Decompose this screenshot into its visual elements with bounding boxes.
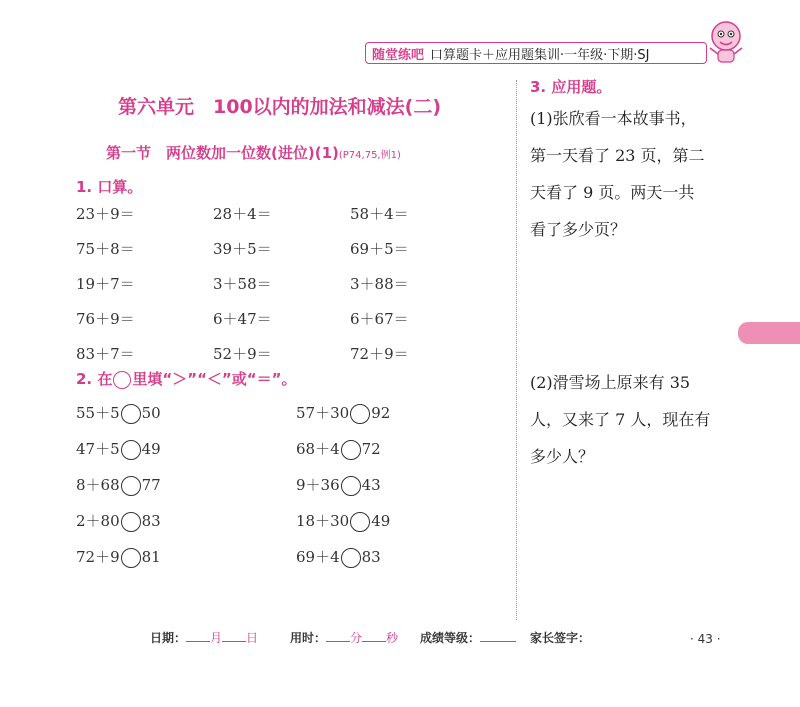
page-number: · 43 · [690,632,721,646]
q3-problem-2 [530,364,740,475]
q2-heading [76,368,297,389]
second-unit: 秒 [386,631,399,645]
q3-problem-1 [530,100,740,248]
mascot-icon [705,18,747,68]
answer-circle[interactable] [121,548,141,568]
q2-item: 9＋36 43 [296,476,381,494]
q2-item: 47＋5 49 [76,440,161,458]
q2-item: 55＋5 50 [76,404,161,422]
sign-label: 家长签字： [530,631,591,645]
side-tab [738,322,800,344]
column-divider [516,80,517,620]
q1-item: 6＋67＝ [350,310,409,328]
q1-item: 3＋88＝ [350,275,409,293]
q2-item: 8＋68 77 [76,476,161,494]
q2-item: 72＋9 81 [76,548,161,566]
minute-unit: 分 [350,631,363,645]
q1-item: 52＋9＝ [213,345,272,363]
footer-sign [530,629,590,646]
brand-label: 随堂练吧 [372,47,425,63]
footer-grade [420,629,516,646]
day-blank[interactable] [222,641,246,642]
q1-heading: 1. 口算。 [76,178,143,196]
second-blank[interactable] [362,641,386,642]
q2-item: 2＋80 83 [76,512,161,530]
answer-circle[interactable] [341,476,361,496]
answer-circle[interactable] [350,404,370,424]
grade-blank[interactable] [480,641,516,642]
answer-circle[interactable] [341,548,361,568]
q3-p1-line: 天看了 9 页。两天一共 [530,183,695,202]
q3-p2-line: (2)滑雪场上原来有 35 [530,373,691,392]
q1-item: 83＋7＝ [76,345,135,363]
q2-item: 69＋4 83 [296,548,381,566]
answer-circle[interactable] [121,476,141,496]
q3-p1-line: 看了多少页？ [530,220,627,239]
q1-grid [76,203,496,364]
month-blank[interactable] [186,641,210,642]
q2-item: 68＋4 72 [296,440,381,458]
grade-label: 成绩等级： [420,631,481,645]
section-title [106,142,401,163]
q2-heading-post: 里填“＞”“＜”或“＝”。 [132,370,297,388]
unit-title: 第六单元 100以内的加法和减法(二) [118,96,442,118]
series-label: 口算题卡＋应用题集训·一年级·下期·SJ [430,47,650,63]
day-unit: 日 [246,631,259,645]
circle-blank-icon [113,371,131,389]
footer-date [150,629,258,646]
series-header [365,42,707,64]
date-label: 日期： [150,631,187,645]
q1-item: 69＋5＝ [350,240,409,258]
q3-p1-line: 第一天看了 23 页，第二 [530,146,705,165]
q3-p1-line: (1)张欣看一本故事书， [530,109,697,128]
answer-circle[interactable] [341,440,361,460]
minute-blank[interactable] [326,641,350,642]
q2-item: 18＋30 49 [296,512,391,530]
q2-grid [76,402,506,568]
answer-circle[interactable] [121,440,141,460]
q1-item: 19＋7＝ [76,275,135,293]
answer-circle[interactable] [350,512,370,532]
footer-time [290,629,398,646]
section-page-ref: (P74,75,例1) [338,150,401,161]
q3-heading: 3. 应用题。 [530,78,612,96]
q1-item: 75＋8＝ [76,240,135,258]
q1-item: 72＋9＝ [350,345,409,363]
q1-item: 6＋47＝ [213,310,272,328]
answer-circle[interactable] [121,404,141,424]
time-label: 用时： [290,631,327,645]
q1-item: 28＋4＝ [213,205,272,223]
q1-item: 39＋5＝ [213,240,272,258]
q3-p2-line: 多少人？ [530,447,595,466]
q2-heading-pre: 2. 在 [76,370,113,388]
q1-item: 3＋58＝ [213,275,272,293]
q2-item: 57＋30 92 [296,404,391,422]
q3-p2-line: 人，又来了 7 人，现在有 [530,410,711,429]
q1-item: 58＋4＝ [350,205,409,223]
section-title-text: 第一节 两位数加一位数(进位)(1) [106,144,339,162]
month-unit: 月 [210,631,223,645]
q1-item: 76＋9＝ [76,310,135,328]
answer-circle[interactable] [121,512,141,532]
q1-item: 23＋9＝ [76,205,135,223]
